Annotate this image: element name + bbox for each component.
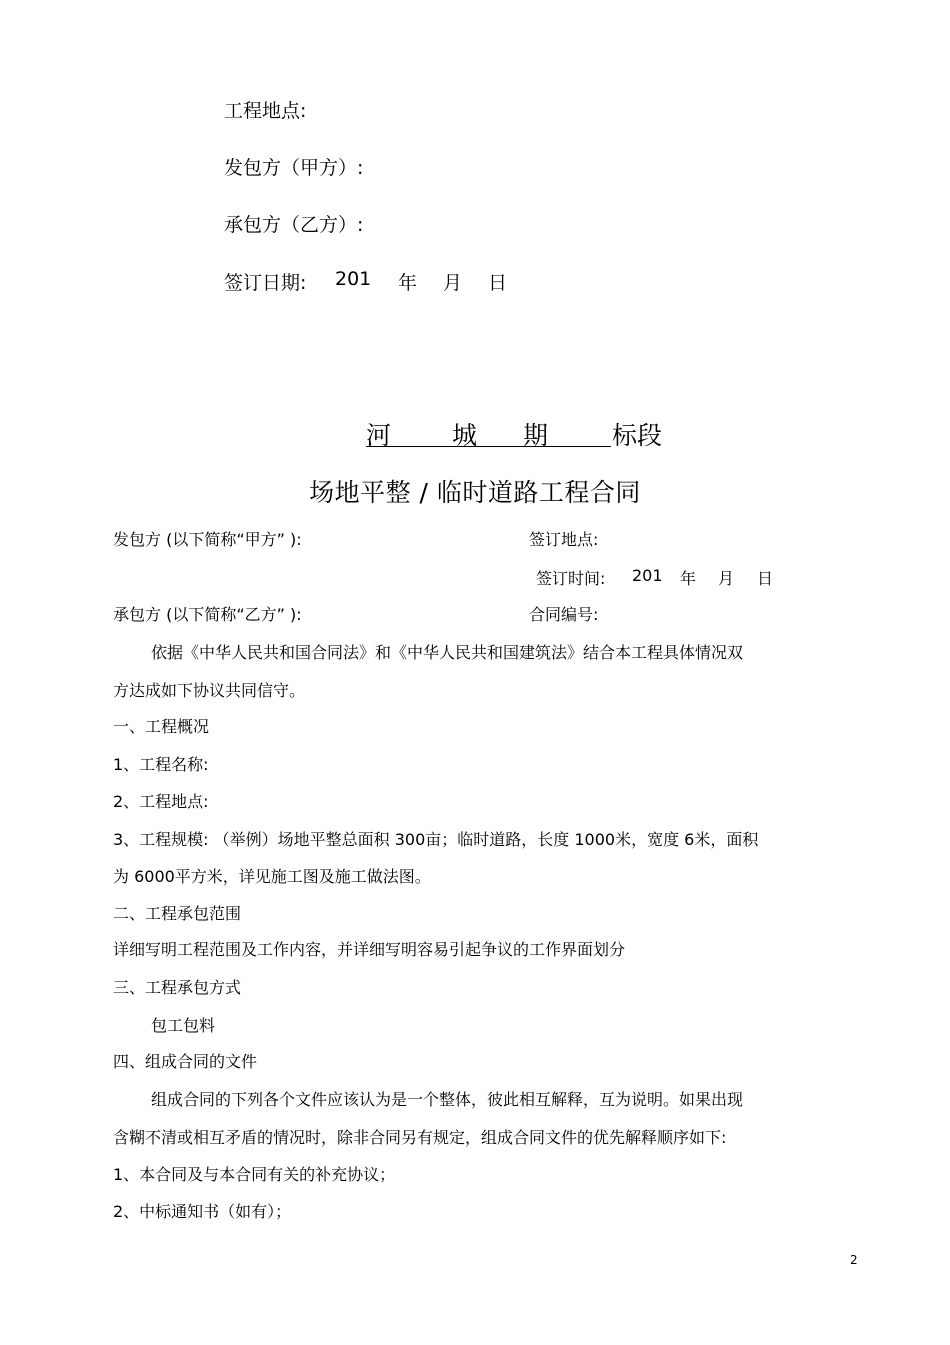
cover-party-b-label: 承包方（乙方）: bbox=[224, 214, 364, 236]
section-3-heading: 三、工程承包方式 bbox=[113, 978, 242, 997]
sign-year: 201 bbox=[632, 566, 663, 585]
section-1-item-3-line-2: 为 6000平方米，详见施工图及施工做法图。 bbox=[113, 867, 431, 886]
sign-time-label: 签订时间: bbox=[536, 569, 606, 588]
title-char-1: 河 bbox=[366, 421, 392, 450]
intro-line-1: 依据《中华人民共和国合同法》和《中华人民共和国建筑法》结合本工程具体情况双 bbox=[151, 643, 744, 662]
section-3-text: 包工包料 bbox=[151, 1016, 216, 1035]
section-2-heading: 二、工程承包范围 bbox=[113, 904, 242, 923]
cover-date-month-unit: 月 bbox=[443, 272, 463, 294]
cover-date-day-unit: 日 bbox=[488, 272, 508, 294]
sign-month-unit: 月 bbox=[718, 569, 735, 588]
contract-no-label: 合同编号: bbox=[529, 605, 599, 624]
cover-party-a-label: 发包方（甲方）: bbox=[224, 157, 364, 179]
section-1-heading: 一、工程概况 bbox=[113, 717, 210, 736]
cover-date-year-unit: 年 bbox=[398, 272, 418, 294]
section-4-item-2: 2、中标通知书（如有）； bbox=[113, 1202, 292, 1221]
sign-year-unit: 年 bbox=[680, 569, 697, 588]
title-char-3: 期 bbox=[523, 421, 549, 450]
title-char-2: 城 bbox=[452, 421, 478, 450]
section-1-item-1: 1、工程名称: bbox=[113, 755, 209, 774]
title-suffix: 标段 bbox=[612, 421, 663, 450]
sign-day-unit: 日 bbox=[757, 569, 774, 588]
title-underlined-blank bbox=[366, 416, 611, 450]
sign-place-label: 签订地点: bbox=[529, 530, 599, 549]
section-2-text: 详细写明工程范围及工作内容，并详细写明容易引起争议的工作界面划分 bbox=[113, 940, 626, 959]
cover-location-label: 工程地点: bbox=[224, 100, 307, 122]
title-line2: 场地平整 / 临时道路工程合同 bbox=[309, 478, 641, 507]
section-1-item-2: 2、工程地点: bbox=[113, 792, 209, 811]
section-1-item-3-line-1: 3、工程规模: （举例）场地平整总面积 300亩；临时道路，长度 1000米，宽度 6米，面积 bbox=[113, 830, 759, 849]
page-number: 2 bbox=[850, 1253, 858, 1267]
intro-line-2: 方达成如下协议共同信守。 bbox=[113, 681, 306, 700]
section-4-para-line-2: 含糊不清或相互矛盾的情况时，除非合同另有规定，组成合同文件的优先解释顺序如下: bbox=[113, 1128, 727, 1147]
party-a-label: 发包方 (以下简称“甲方” ): bbox=[113, 530, 302, 549]
cover-date-year: 201 bbox=[335, 268, 372, 290]
section-4-para-line-1: 组成合同的下列各个文件应该认为是一个整体，彼此相互解释，互为说明。如果出现 bbox=[151, 1090, 744, 1109]
section-4-heading: 四、组成合同的文件 bbox=[113, 1052, 258, 1071]
cover-date-label: 签订日期: bbox=[224, 272, 307, 294]
party-b-label: 承包方 (以下简称“乙方” ): bbox=[113, 605, 302, 624]
section-4-item-1: 1、本合同及与本合同有关的补充协议； bbox=[113, 1165, 396, 1184]
